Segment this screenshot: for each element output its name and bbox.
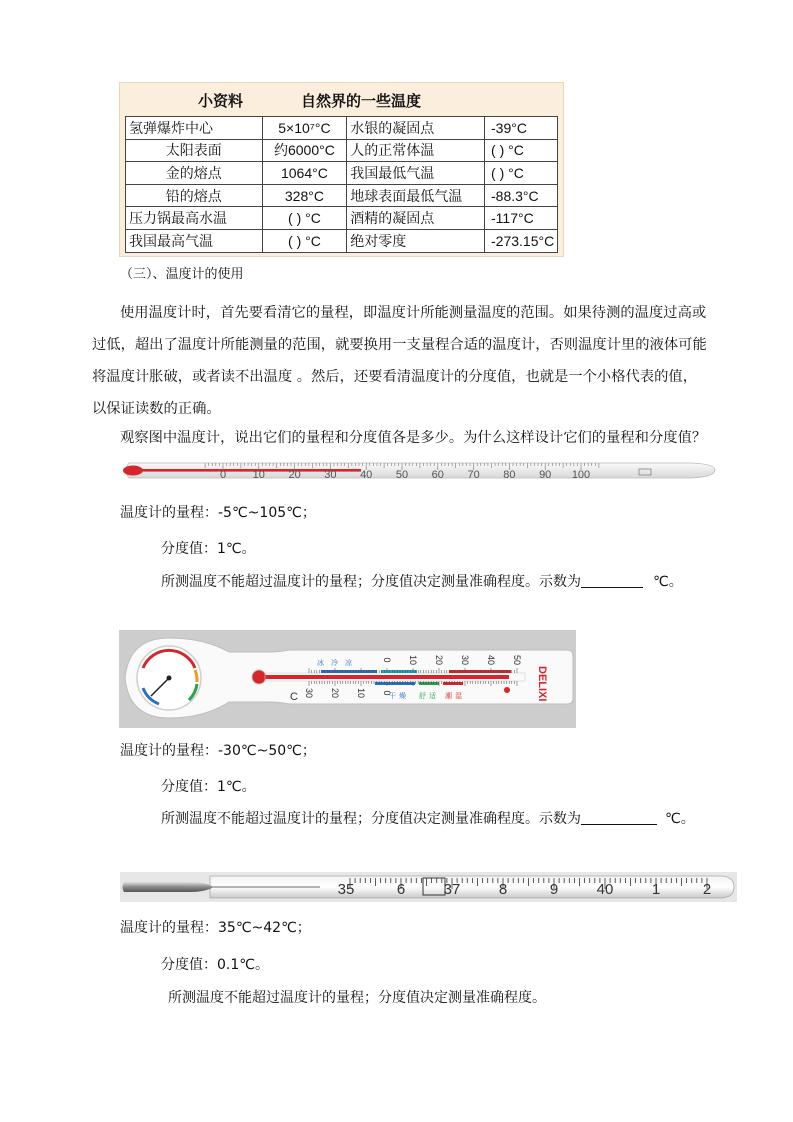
cell-name: 绝对零度 bbox=[347, 229, 485, 252]
lab-thermometer-image bbox=[121, 456, 717, 486]
scale-label: 8 bbox=[498, 881, 508, 898]
scale-label: 30 bbox=[324, 469, 337, 481]
t2-range: 温度计的量程：-30℃~50℃； bbox=[120, 743, 316, 759]
nature-temperature-table bbox=[119, 82, 564, 257]
scale-label: 37 bbox=[443, 881, 461, 898]
table-row bbox=[126, 207, 558, 230]
clinical-thermometer-image bbox=[120, 872, 737, 902]
scale-label: 10 bbox=[356, 687, 366, 699]
section-title: （三）、温度计的使用 bbox=[120, 267, 244, 282]
scale-label: 40 bbox=[486, 654, 496, 666]
cell-name: 人的正常体温 bbox=[347, 139, 485, 162]
zone-label: 湿 bbox=[455, 693, 462, 700]
scale-label: 90 bbox=[539, 469, 552, 481]
cell-name: 铅的熔点 bbox=[126, 184, 263, 207]
cell-value: -273.15°C bbox=[485, 229, 558, 252]
paragraph-usage: 使用温度计时，首先要看清它的量程，即温度计所能测量温度的范围。如果待测的温度过高或过低，超出了温度计所能测量的范围，就要换用一支量程合适的温度计，否则温度计里的液体可能将温度计胀破，或者读不出温度 。然后，还要看清温度计的分度值，也就是一个小格代表的值，以保证读数的正确。 bbox=[92, 305, 707, 417]
table-row bbox=[126, 162, 558, 185]
scale-label: 50 bbox=[395, 469, 409, 481]
t2-note bbox=[161, 807, 695, 831]
t3-division: 分度值：0.1℃。 bbox=[161, 957, 269, 973]
scale-label: 20 bbox=[288, 469, 301, 481]
scale-label: 40 bbox=[360, 469, 373, 481]
t1-answer-blank[interactable] bbox=[581, 573, 643, 588]
cell-name: 氢弹爆炸中心 bbox=[126, 117, 263, 140]
scale-label: 100 bbox=[571, 469, 591, 481]
cell-value: -39°C bbox=[485, 117, 558, 140]
cell-value: -117°C bbox=[485, 207, 558, 230]
scale-label: 0 bbox=[219, 469, 227, 481]
scale-label: 0 bbox=[382, 657, 392, 663]
scale-label: 50 bbox=[512, 654, 522, 666]
cell-value: ( ) °C bbox=[485, 162, 558, 185]
scale-label: 70 bbox=[467, 469, 480, 481]
cell-name: 压力锅最高水温 bbox=[126, 207, 263, 230]
scale-label: 60 bbox=[431, 469, 444, 481]
hygrometer-thermometer-image bbox=[119, 630, 576, 728]
t3-range: 温度计的量程：35℃~42℃； bbox=[120, 920, 311, 936]
scale-label: 2 bbox=[702, 881, 712, 898]
t2-division: 分度值：1℃。 bbox=[161, 779, 256, 795]
t1-range: 温度计的量程：-5℃~105℃； bbox=[120, 505, 316, 521]
scale-label: 20 bbox=[434, 654, 444, 666]
temperature-grid bbox=[125, 116, 558, 253]
scale-label: 10 bbox=[408, 654, 418, 666]
table-title: 自然界的一些温度 bbox=[301, 92, 422, 110]
t2-unit: ℃。 bbox=[665, 811, 695, 827]
table-row bbox=[126, 117, 558, 140]
zone-label: 干 bbox=[389, 693, 396, 700]
table-row bbox=[126, 229, 558, 252]
t1-division: 分度值：1℃。 bbox=[161, 541, 256, 557]
cell-name: 酒精的凝固点 bbox=[347, 207, 485, 230]
scale-label: 0 bbox=[382, 690, 392, 696]
zone-label: 潮 bbox=[445, 693, 452, 700]
t1-note bbox=[161, 570, 683, 594]
cell-value: 约6000°C bbox=[262, 139, 347, 162]
table-row bbox=[126, 139, 558, 162]
cell-value: ( ) °C bbox=[485, 139, 558, 162]
liquid-column bbox=[259, 675, 509, 679]
table-header-label: 小资料 bbox=[198, 92, 244, 110]
zone-label: 凉 bbox=[345, 660, 352, 667]
zone-label: 燥 bbox=[399, 693, 406, 700]
cell-value: 1064°C bbox=[262, 162, 347, 185]
table-row bbox=[126, 184, 558, 207]
scale-label: 9 bbox=[549, 881, 559, 898]
scale-label: 6 bbox=[396, 881, 406, 898]
scale-label: 80 bbox=[503, 469, 516, 481]
t2-answer-blank[interactable] bbox=[581, 810, 657, 825]
scale-label: 35 bbox=[337, 881, 355, 898]
brand-dot bbox=[504, 687, 510, 693]
zone-label: 冰 bbox=[317, 660, 324, 667]
scale-label: 40 bbox=[596, 881, 614, 898]
cell-value: 328°C bbox=[262, 184, 347, 207]
unit-c-label: C bbox=[290, 691, 298, 703]
cell-name: 金的熔点 bbox=[126, 162, 263, 185]
cell-name: 我国最低气温 bbox=[347, 162, 485, 185]
brand-logo: DELIXI bbox=[536, 666, 548, 702]
t2-note-text: 所测温度不能超过温度计的量程；分度值决定测量准确程度。示数为 bbox=[161, 811, 581, 827]
cell-name: 我国最高气温 bbox=[126, 229, 263, 252]
t1-note-text: 所测温度不能超过温度计的量程；分度值决定测量准确程度。示数为 bbox=[161, 574, 581, 590]
scale-label: 30 bbox=[304, 687, 314, 699]
cell-value: 5×10⁷°C bbox=[262, 117, 347, 140]
t1-unit: ℃。 bbox=[653, 574, 683, 590]
cell-value: ( ) °C bbox=[262, 207, 347, 230]
cell-name: 地球表面最低气温 bbox=[347, 184, 485, 207]
cell-value: -88.3°C bbox=[485, 184, 558, 207]
mercury-bulb bbox=[123, 882, 213, 892]
t3-note: 所测温度不能超过温度计的量程；分度值决定测量准确程度。 bbox=[168, 990, 546, 1006]
cell-name: 太阳表面 bbox=[126, 139, 263, 162]
zone-label: 舒 bbox=[419, 693, 426, 700]
scale-label: 10 bbox=[252, 469, 265, 481]
zone-label: 冷 bbox=[331, 660, 338, 667]
scale-label: 30 bbox=[460, 654, 470, 666]
paragraph-question: 观察图中温度计，说出它们的量程和分度值各是多少。为什么这样设计它们的量程和分度值？ bbox=[120, 430, 707, 446]
table-header bbox=[120, 83, 563, 115]
cell-value: ( ) °C bbox=[262, 229, 347, 252]
scale-label: 20 bbox=[330, 687, 340, 699]
scale-label: 1 bbox=[651, 881, 661, 898]
cell-name: 水银的凝固点 bbox=[347, 117, 485, 140]
zone-label: 适 bbox=[429, 693, 436, 700]
